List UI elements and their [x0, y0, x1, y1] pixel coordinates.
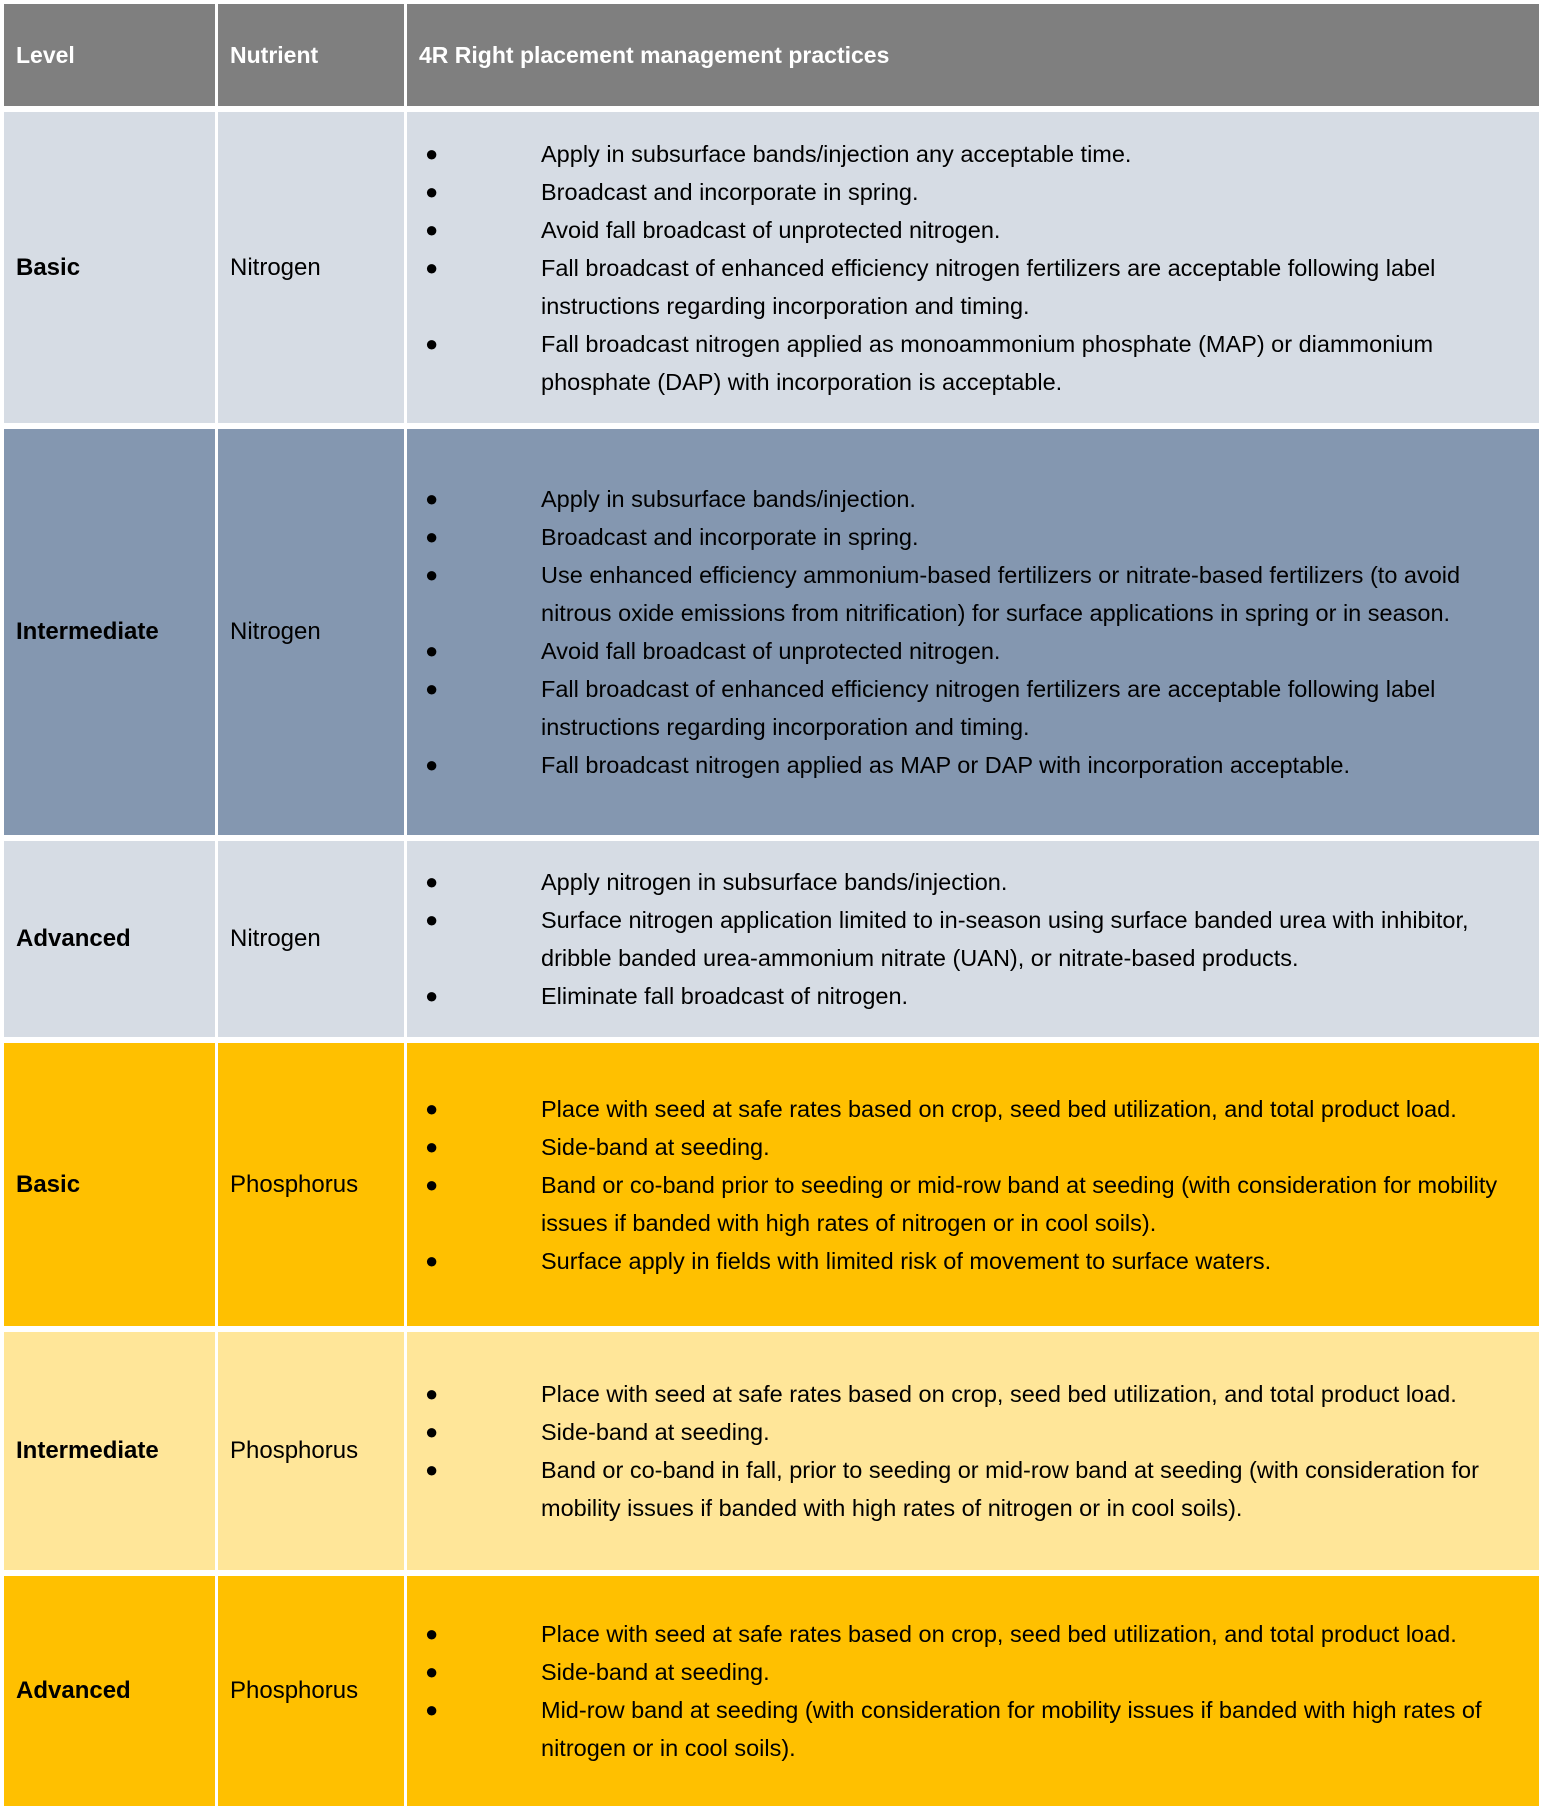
- practice-text: Place with seed at safe rates based on crop, seed bed utilization, and total product load.: [541, 1381, 1457, 1407]
- bullet-icon: ●: [425, 1095, 439, 1121]
- practice-text: Apply in subsurface bands/injection.: [541, 486, 916, 512]
- bullet-icon: ●: [425, 752, 439, 777]
- practice-item: [421, 173, 1525, 211]
- row-level-cell: Advanced: [4, 1576, 215, 1806]
- practices-table: [4, 4, 1539, 1800]
- practice-item: [421, 746, 1525, 784]
- practice-item: [421, 1090, 1525, 1128]
- practice-item: [421, 135, 1525, 173]
- bullet-icon: ●: [425, 330, 439, 356]
- practice-item: [421, 556, 1525, 632]
- practice-text: Side-band at seeding.: [541, 1419, 770, 1445]
- practice-text: Surface nitrogen application limited to in-season using surface banded urea with inhibitor, dribble banded urea-ammonium nitrate (UAN), or nitrate-based products.: [541, 907, 1469, 971]
- row-practices-cell: [407, 429, 1539, 835]
- row-practices-cell: [407, 1332, 1539, 1570]
- practice-text: Band or co-band in fall, prior to seeding or mid-row band at seeding (with consideration for mobility issues if banded with high rates of nitrogen or in cool soils).: [541, 1457, 1479, 1521]
- practice-list: [421, 480, 1525, 784]
- row-level-cell: Intermediate: [4, 1332, 215, 1570]
- practice-text: Fall broadcast of enhanced efficiency nitrogen fertilizers are acceptable following label instructions regarding incorporation and timing.: [541, 676, 1436, 740]
- row-level-cell: Basic: [4, 1043, 215, 1326]
- bullet-icon: ●: [425, 1697, 439, 1722]
- practice-text: Fall broadcast nitrogen applied as MAP or DAP with incorporation acceptable.: [541, 752, 1351, 778]
- bullet-icon: ●: [425, 983, 439, 1008]
- header-level: Level: [4, 4, 215, 106]
- row-nutrient-cell: Phosphorus: [218, 1332, 404, 1570]
- bullet-icon: ●: [425, 524, 439, 549]
- row-nutrient-cell: Phosphorus: [218, 1576, 404, 1806]
- practice-text: Eliminate fall broadcast of nitrogen.: [541, 983, 909, 1009]
- practice-item: [421, 1413, 1525, 1451]
- practice-item: [421, 1128, 1525, 1166]
- bullet-icon: ●: [425, 178, 439, 204]
- practice-text: Fall broadcast of enhanced efficiency nitrogen fertilizers are acceptable following label instructions regarding incorporation and timing.: [541, 254, 1436, 319]
- row-practices-cell: [407, 1576, 1539, 1806]
- practice-item: [421, 325, 1525, 401]
- bullet-icon: ●: [425, 1621, 439, 1646]
- practice-item: [421, 211, 1525, 249]
- practice-item: [421, 1242, 1525, 1280]
- practice-item: [421, 249, 1525, 325]
- bullet-icon: ●: [425, 1171, 439, 1197]
- practice-item: [421, 670, 1525, 746]
- practice-item: [421, 480, 1525, 518]
- practice-list: [421, 1615, 1525, 1767]
- row-nutrient-cell: Nitrogen: [218, 429, 404, 835]
- practice-text: Mid-row band at seeding (with consideration for mobility issues if banded with high rates of nitrogen or in cool soils).: [541, 1697, 1482, 1761]
- bullet-icon: ●: [425, 254, 439, 280]
- bullet-icon: ●: [425, 1457, 439, 1482]
- practice-item: [421, 1691, 1525, 1767]
- row-level-cell: Advanced: [4, 841, 215, 1037]
- practice-text: Surface apply in fields with limited risk of movement to surface waters.: [541, 1247, 1272, 1274]
- practice-text: Side-band at seeding.: [541, 1659, 770, 1685]
- practice-item: [421, 1451, 1525, 1527]
- row-level-cell: Basic: [4, 112, 215, 423]
- row-practices-cell: [407, 112, 1539, 423]
- header-nutrient: Nutrient: [218, 4, 404, 106]
- bullet-icon: ●: [425, 1247, 439, 1273]
- row-nutrient-cell: Nitrogen: [218, 841, 404, 1037]
- row-level-cell: Intermediate: [4, 429, 215, 835]
- practice-item: [421, 1166, 1525, 1242]
- practice-text: Band or co-band prior to seeding or mid-row band at seeding (with consideration for mobility issues if banded with high rates of nitrogen or in cool soils).: [541, 1171, 1498, 1236]
- bullet-icon: ●: [425, 907, 439, 932]
- practice-list: [421, 1090, 1525, 1280]
- row-nutrient-cell: Phosphorus: [218, 1043, 404, 1326]
- bullet-icon: ●: [425, 1381, 439, 1406]
- practice-item: [421, 632, 1525, 670]
- practice-list: [421, 1375, 1525, 1527]
- bullet-icon: ●: [425, 638, 439, 663]
- row-practices-cell: [407, 841, 1539, 1037]
- practice-text: Use enhanced efficiency ammonium-based fertilizers or nitrate-based fertilizers (to avoid nitrous oxide emissions from nitrification) for surface applications in spring or in season.: [541, 562, 1461, 626]
- practice-text: Avoid fall broadcast of unprotected nitrogen.: [541, 216, 1001, 243]
- practice-item: [421, 863, 1525, 901]
- bullet-icon: ●: [425, 676, 439, 701]
- practice-text: Side-band at seeding.: [541, 1133, 770, 1160]
- practice-item: [421, 901, 1525, 977]
- bullet-icon: ●: [425, 869, 439, 894]
- practice-item: [421, 977, 1525, 1015]
- bullet-icon: ●: [425, 216, 439, 242]
- practice-text: Place with seed at safe rates based on crop, seed bed utilization, and total product load.: [541, 1621, 1457, 1647]
- bullet-icon: ●: [425, 140, 439, 166]
- practice-text: Fall broadcast nitrogen applied as monoammonium phosphate (MAP) or diammonium phosphate (DAP) with incorporation is acceptable.: [541, 330, 1434, 395]
- header-practices: 4R Right placement management practices: [407, 4, 1539, 106]
- bullet-icon: ●: [425, 1659, 439, 1684]
- practice-item: [421, 1653, 1525, 1691]
- bullet-icon: ●: [425, 1133, 439, 1159]
- practice-list: [421, 135, 1525, 401]
- practice-text: Apply in subsurface bands/injection any acceptable time.: [541, 140, 1132, 167]
- practice-list: [421, 863, 1525, 1015]
- practice-text: Place with seed at safe rates based on crop, seed bed utilization, and total product load.: [541, 1095, 1457, 1122]
- practice-text: Avoid fall broadcast of unprotected nitrogen.: [541, 638, 1001, 664]
- practice-text: Broadcast and incorporate in spring.: [541, 178, 919, 205]
- practice-text: Apply nitrogen in subsurface bands/injection.: [541, 869, 1008, 895]
- practice-item: [421, 1615, 1525, 1653]
- practice-item: [421, 1375, 1525, 1413]
- bullet-icon: ●: [425, 562, 439, 587]
- practice-item: [421, 518, 1525, 556]
- bullet-icon: ●: [425, 1419, 439, 1444]
- row-nutrient-cell: Nitrogen: [218, 112, 404, 423]
- bullet-icon: ●: [425, 486, 439, 511]
- row-practices-cell: [407, 1043, 1539, 1326]
- practice-text: Broadcast and incorporate in spring.: [541, 524, 919, 550]
